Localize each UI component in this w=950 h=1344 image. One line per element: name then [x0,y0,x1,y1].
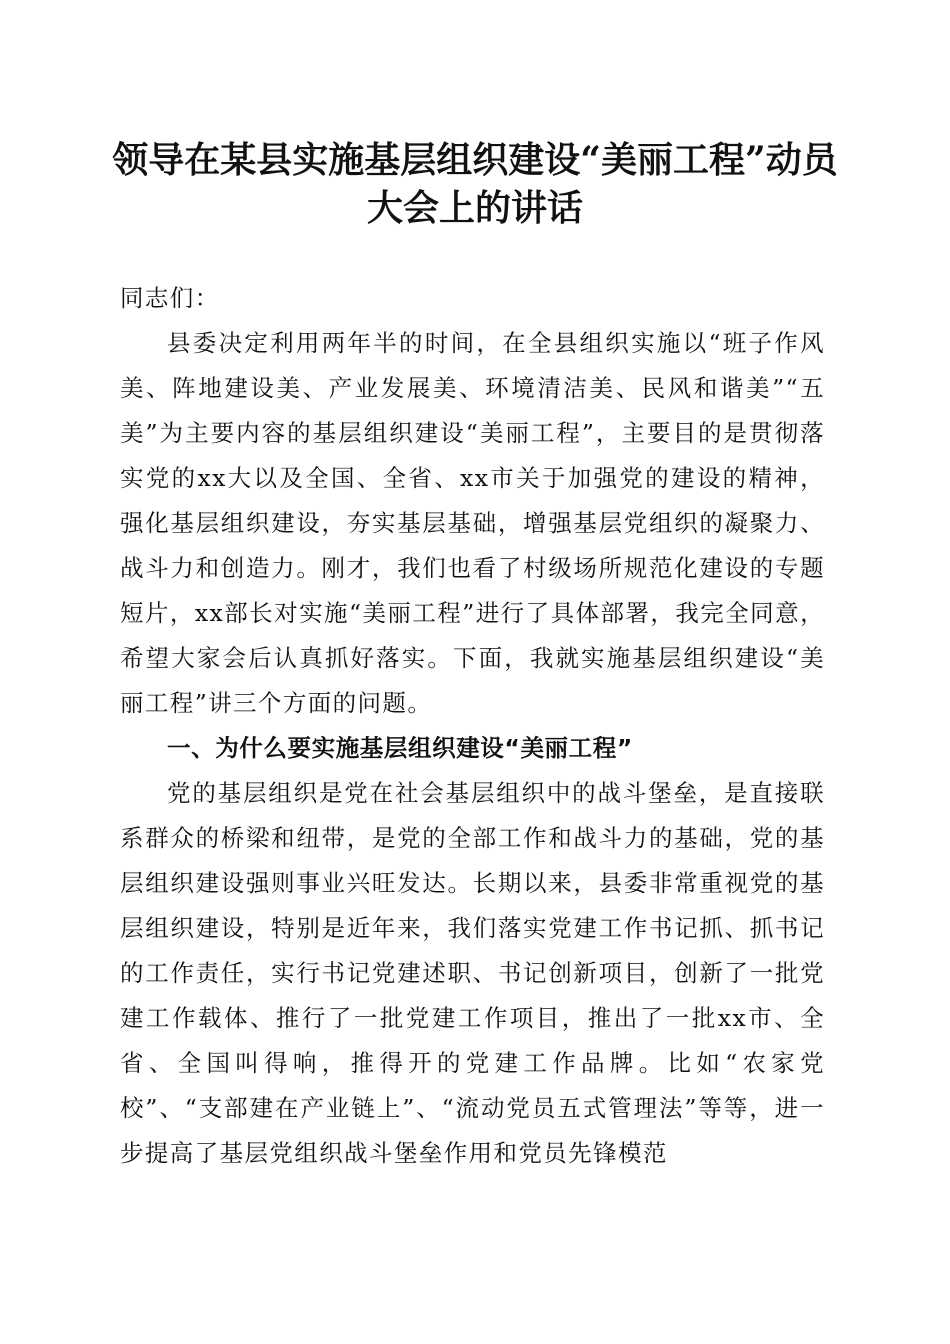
paragraph-intro: 县委决定利用两年半的时间，在全县组织实施以“班子作风美、阵地建设美、产业发展美、环境清洁美、民风和谐美”“五美”为主要内容的基层组织建设“美丽工程”，主要目的是贯彻落实党的xx大以及全国、全省、xx市关于加强党的建设的精神，强化基层组织建设，夯实基层基础，增强基层党组织的凝聚力、战斗力和创造力。刚才，我们也看了村级场所规范化建设的专题短片，xx部长对实施“美丽工程”进行了具体部署，我完全同意，希望大家会后认真抓好落实。下面，我就实施基层组织建设“美丽工程”讲三个方面的问题。 [120,329,825,717]
document-body [120,276,825,1176]
paragraph-section-1: 党的基层组织是党在社会基层组织中的战斗堡垒，是直接联系群众的桥梁和纽带，是党的全部工作和战斗力的基础，党的基层组织建设强则事业兴旺发达。长期以来，县委非常重视党的基层组织建设，特别是近年来，我们落实党建工作书记抓、抓书记的工作责任，实行书记党建述职、书记创新项目，创新了一批党建工作载体、推行了一批党建工作项目，推出了一批xx市、全省、全国叫得响，推得开的党建工作品牌。比如“农家党校”、“支部建在产业链上”、“流动党员五式管理法”等等，进一步提高了基层党组织战斗堡垒作用和党员先锋模范 [120,779,825,1167]
document-title: 领导在某县实施基层组织建设“美丽工程”动员大会上的讲话 [112,139,838,229]
section-heading-1: 一、为什么要实施基层组织建设“美丽工程” [167,734,633,762]
salutation: 同志们： [120,284,220,312]
